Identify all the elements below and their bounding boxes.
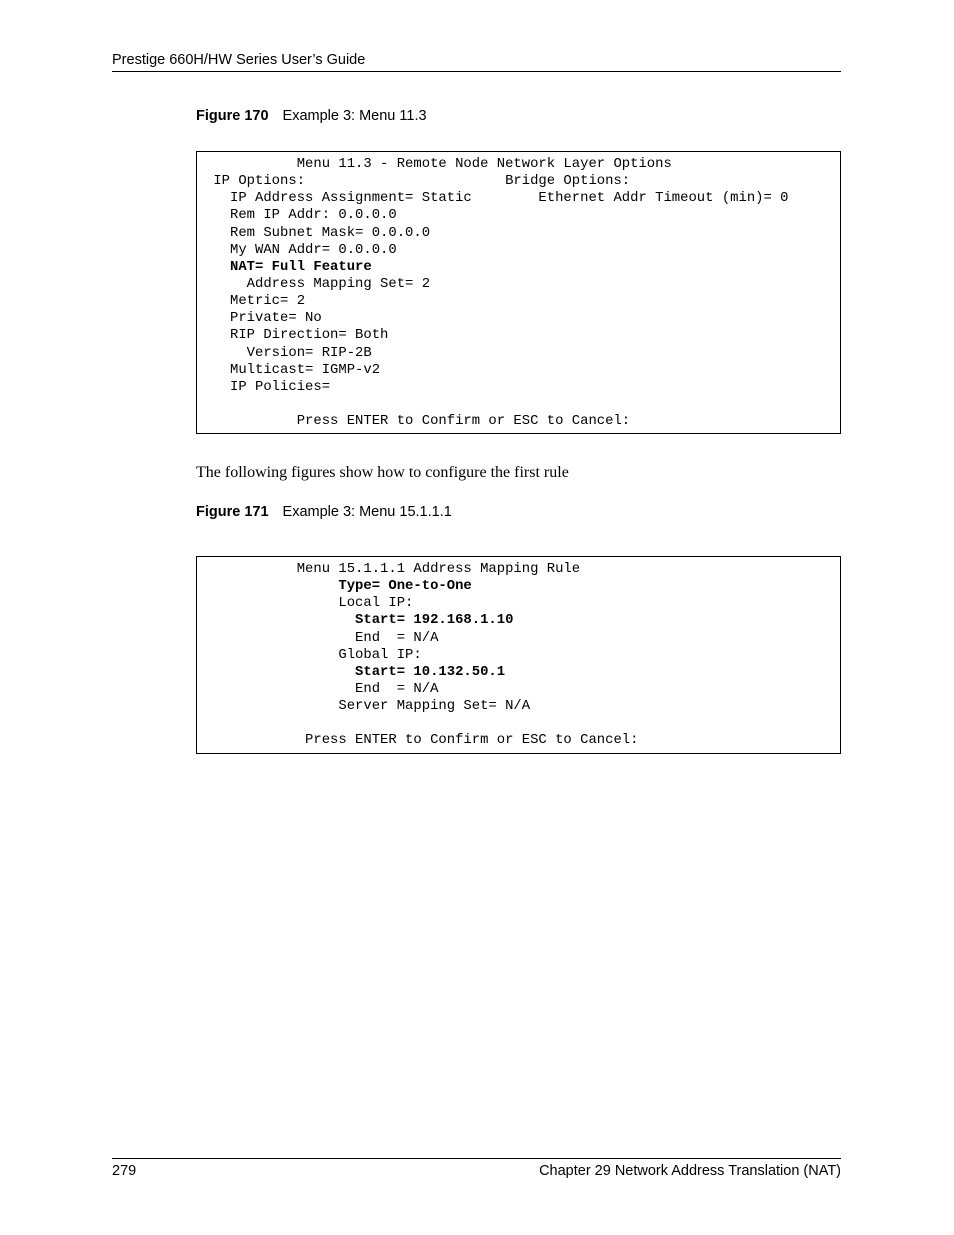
terminal-line: Press ENTER to Confirm or ESC to Cancel:: [205, 413, 631, 430]
page-number: 279: [112, 1163, 137, 1179]
figure-171-number: Figure 171: [196, 504, 269, 520]
terminal-line: Rem IP Addr: 0.0.0.0: [205, 207, 397, 224]
terminal-line: IP Policies=: [205, 378, 331, 395]
terminal-line: Private= No: [205, 310, 322, 327]
menu-11-3-text: [205, 156, 789, 430]
footer-divider: [112, 1158, 841, 1159]
page-header-title: Prestige 660H/HW Series User’s Guide: [112, 52, 366, 68]
terminal-line: Global IP:: [205, 646, 422, 663]
figure-170-number: Figure 170: [196, 108, 269, 124]
figure-171-caption: [196, 503, 452, 521]
figure-170-caption: [196, 107, 427, 125]
terminal-line: [205, 715, 638, 732]
terminal-line: Multicast= IGMP-v2: [205, 361, 381, 378]
terminal-line: Start= 192.168.1.10: [205, 612, 514, 629]
terminal-line: IP Address Assignment= Static Ethernet Addr Timeout (min)= 0: [205, 190, 789, 207]
header-divider: [112, 71, 841, 72]
terminal-line: RIP Direction= Both: [205, 327, 389, 344]
terminal-line: Address Mapping Set= 2: [205, 275, 431, 292]
terminal-line: [205, 396, 789, 413]
terminal-line: Menu 11.3 - Remote Node Network Layer Options: [205, 156, 672, 172]
terminal-line: Metric= 2: [205, 293, 306, 310]
terminal-line: Version= RIP-2B: [205, 344, 372, 361]
terminal-line: Local IP:: [205, 595, 414, 612]
terminal-line: End = N/A: [205, 680, 439, 697]
terminal-line: Press ENTER to Confirm or ESC to Cancel:: [205, 732, 639, 749]
chapter-title: Chapter 29 Network Address Translation (NAT): [539, 1163, 841, 1179]
terminal-line: Rem Subnet Mask= 0.0.0.0: [205, 224, 431, 241]
terminal-line: End = N/A: [205, 629, 439, 646]
menu-11-3-terminal: [196, 151, 841, 434]
terminal-line: Server Mapping Set= N/A: [205, 698, 531, 715]
terminal-line: My WAN Addr= 0.0.0.0: [205, 241, 397, 258]
terminal-line: Menu 15.1.1.1 Address Mapping Rule: [205, 561, 581, 577]
terminal-line: NAT= Full Feature: [205, 258, 372, 275]
figure-171-title: Example 3: Menu 15.1.1.1: [282, 504, 452, 520]
menu-15-1-1-1-text: [205, 561, 638, 750]
intro-paragraph: The following figures show how to configure the first rule: [196, 464, 569, 481]
figure-170-title: Example 3: Menu 11.3: [282, 108, 427, 124]
menu-15-1-1-1-terminal: [196, 556, 841, 754]
terminal-line: Start= 10.132.50.1: [205, 663, 506, 680]
terminal-line: Type= One-to-One: [205, 578, 472, 595]
terminal-line: IP Options: Bridge Options:: [205, 173, 631, 190]
